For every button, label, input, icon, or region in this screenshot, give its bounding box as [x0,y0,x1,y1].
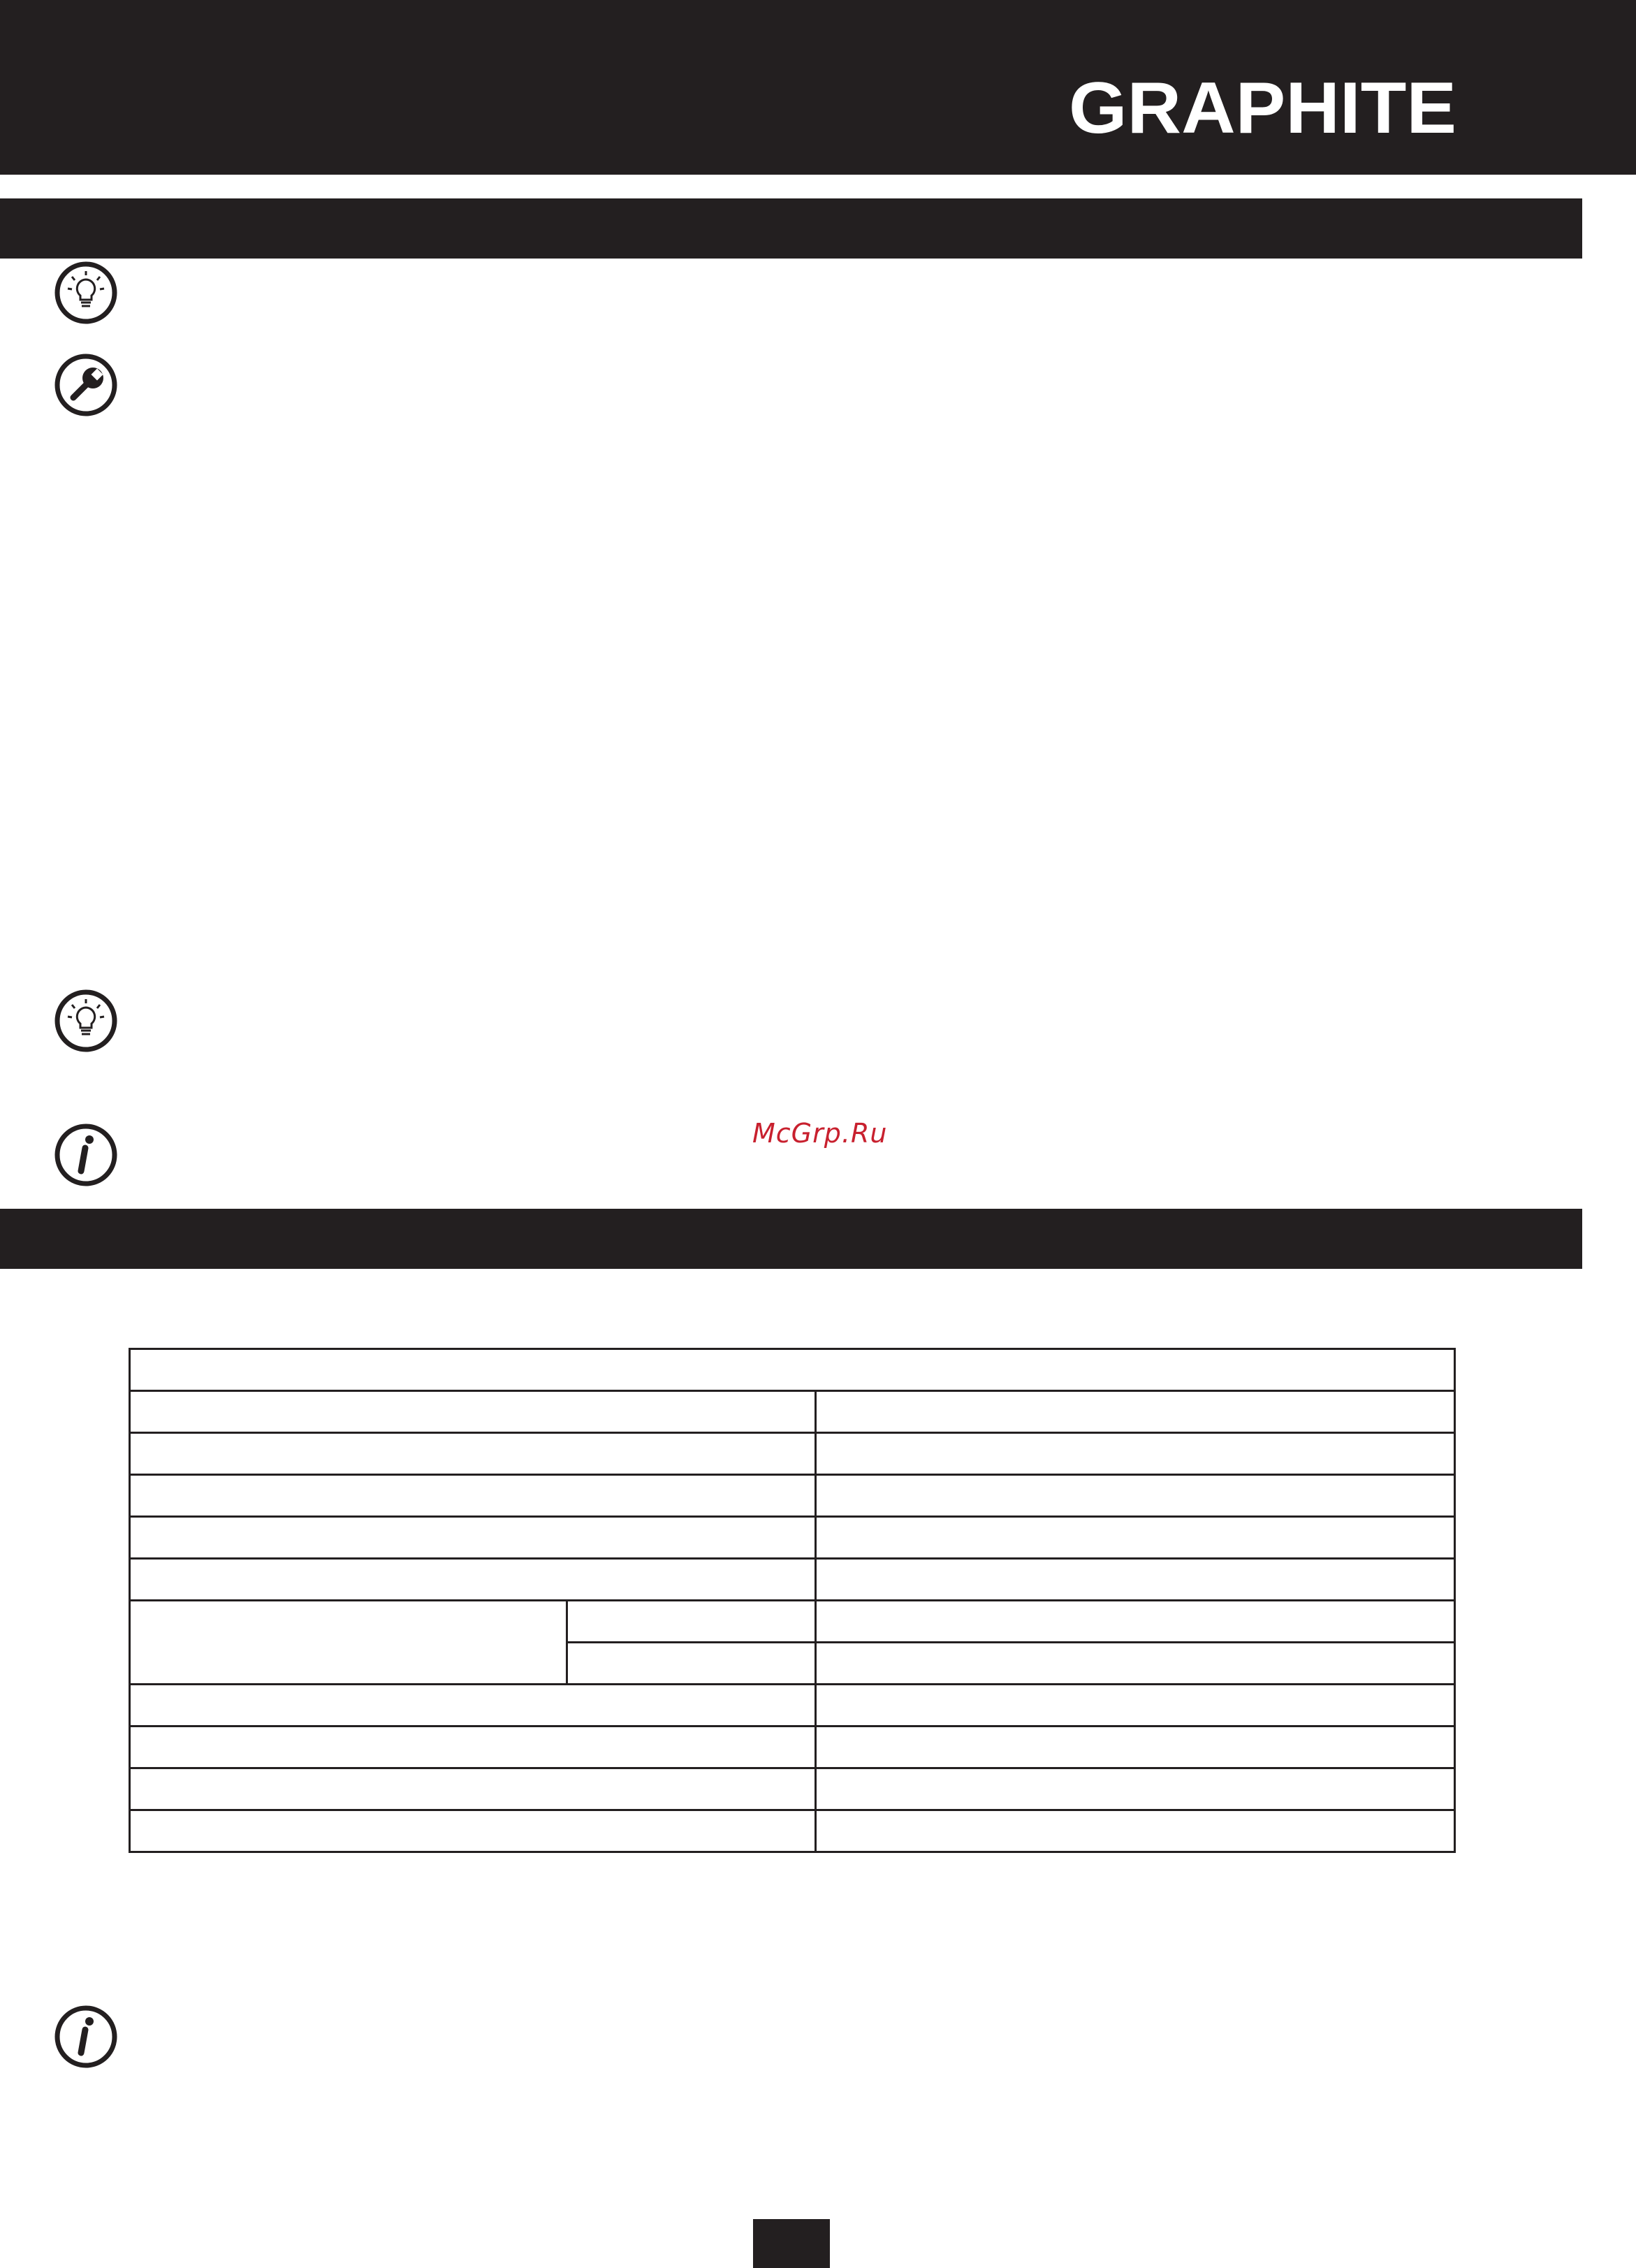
info-icon [53,1122,119,1188]
watermark-text: McGrp.Ru [752,1118,888,1149]
table-cell-label [130,1559,816,1601]
table-cell-label [130,1768,816,1810]
lightbulb-icon [53,260,119,326]
table-row [130,1810,1455,1852]
table-cell-label [130,1433,816,1475]
section-header-bar [0,1209,1582,1269]
table-row [130,1517,1455,1559]
section-header-bar [0,198,1582,259]
table-cell-label [130,1601,567,1685]
table-cell-value [816,1768,1455,1810]
table-title [130,1349,1455,1391]
table-row [130,1727,1455,1768]
page-number-tab [753,2219,830,2268]
svg-text:GRAPHITE: GRAPHITE [1069,75,1456,140]
info-icon [53,2004,119,2070]
graphite-logo [1069,75,1456,140]
table-cell-label [130,1685,816,1727]
table-cell-value [816,1517,1455,1559]
table-cell-label [130,1475,816,1517]
table-cell-label [130,1517,816,1559]
table-cell-value [816,1685,1455,1727]
table-cell-label [130,1810,816,1852]
table-cell-value [816,1810,1455,1852]
table-row [130,1768,1455,1810]
table-cell-value [816,1391,1455,1433]
header-bar [0,0,1636,175]
table-cell-sublabel [567,1643,816,1685]
wrench-icon [53,352,119,418]
table-cell-value [816,1475,1455,1517]
table-row [130,1559,1455,1601]
table-cell-value [816,1433,1455,1475]
specifications-table [129,1348,1456,1853]
table-cell-label [130,1391,816,1433]
table-cell-sublabel [567,1601,816,1643]
table-row [130,1685,1455,1727]
table-cell-value [816,1601,1455,1643]
table-cell-label [130,1727,816,1768]
table-cell-value [816,1643,1455,1685]
table-cell-value [816,1727,1455,1768]
table-row [130,1433,1455,1475]
table-row [130,1391,1455,1433]
table-cell-value [816,1559,1455,1601]
lightbulb-icon [53,988,119,1054]
table-row [130,1601,1455,1643]
table-title-row [130,1349,1455,1391]
table-row [130,1475,1455,1517]
